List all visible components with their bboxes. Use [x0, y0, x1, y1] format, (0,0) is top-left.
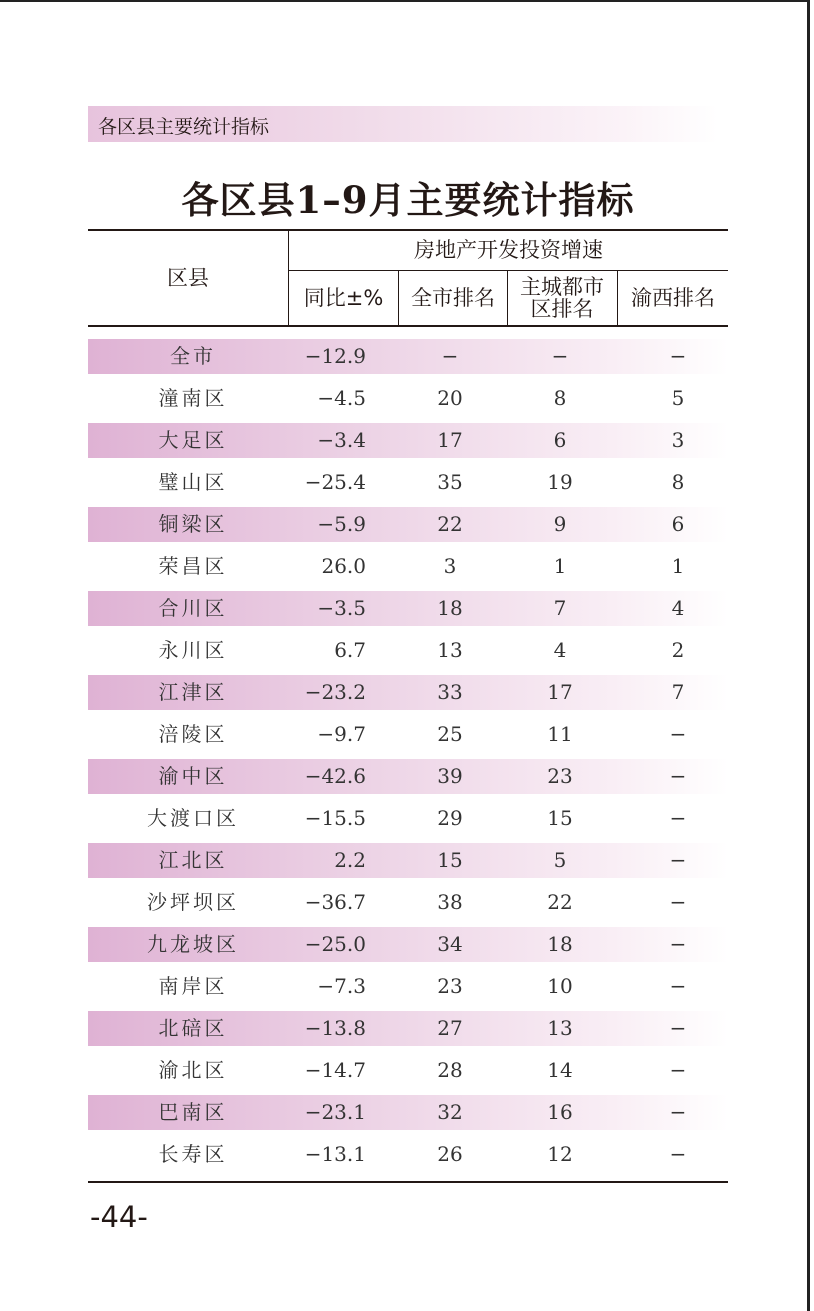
cell-yoy: −5.9 [317, 512, 366, 536]
cell-west-rank: − [669, 722, 687, 746]
cell-county: 江津区 [158, 680, 228, 704]
cell-main-rank: 8 [553, 386, 567, 410]
cell-county: 北碚区 [158, 1016, 228, 1040]
cell-main-rank: 7 [553, 596, 567, 620]
cell-city-rank: 22 [437, 512, 463, 536]
cell-main-rank: 13 [547, 1016, 573, 1040]
table-row [88, 927, 728, 962]
cell-city-rank: 18 [437, 596, 463, 620]
cell-county: 涪陵区 [158, 722, 228, 746]
table-row [88, 675, 728, 710]
cell-city-rank: 38 [437, 890, 463, 914]
table-row [88, 423, 728, 458]
cell-main-rank: 14 [547, 1058, 573, 1082]
cell-west-rank: − [669, 974, 687, 998]
header-bottom-rule [88, 325, 728, 327]
cell-county: 全市 [170, 344, 216, 368]
cell-county: 潼南区 [158, 386, 228, 410]
cell-main-rank: 12 [547, 1142, 573, 1166]
cell-yoy: −13.8 [304, 1016, 366, 1040]
cell-county: 长寿区 [158, 1142, 228, 1166]
cell-city-rank: 3 [443, 554, 457, 578]
cell-west-rank: − [669, 1142, 687, 1166]
cell-main-rank: 1 [553, 554, 567, 578]
cell-west-rank: − [669, 764, 687, 788]
cell-city-rank: 25 [437, 722, 463, 746]
cell-west-rank: − [669, 1100, 687, 1124]
table-row [88, 1011, 728, 1046]
cell-city-rank: 17 [437, 428, 463, 452]
cell-yoy: −23.1 [304, 1100, 366, 1124]
cell-city-rank: − [441, 344, 459, 368]
col-header-group: 房地产开发投资增速 [414, 238, 603, 263]
cell-yoy: −14.7 [304, 1058, 366, 1082]
cell-city-rank: 35 [437, 470, 463, 494]
cell-yoy: −23.2 [304, 680, 366, 704]
cell-yoy: −42.6 [304, 764, 366, 788]
cell-county: 巴南区 [158, 1100, 228, 1124]
table-row [88, 801, 728, 836]
page-title: 各区县1–9月主要统计指标 [181, 178, 635, 222]
cell-main-rank: 11 [547, 722, 573, 746]
cell-west-rank: − [669, 890, 687, 914]
cell-yoy: −36.7 [304, 890, 366, 914]
table-row [88, 885, 728, 920]
cell-city-rank: 34 [437, 932, 463, 956]
section-banner-label: 各区县主要统计指标 [98, 116, 270, 138]
section-banner [88, 106, 718, 142]
cell-west-rank: − [669, 932, 687, 956]
cell-yoy: −25.0 [304, 932, 366, 956]
cell-county: 大渡口区 [147, 806, 239, 830]
cell-yoy: −3.4 [317, 428, 366, 452]
col-header-west-rank: 渝西排名 [631, 285, 715, 310]
cell-main-rank: 4 [553, 638, 567, 662]
cell-city-rank: 33 [437, 680, 463, 704]
table-row [88, 843, 728, 878]
cell-main-rank: 9 [553, 512, 567, 536]
cell-county: 渝北区 [158, 1058, 228, 1082]
cell-yoy: −9.7 [317, 722, 366, 746]
table-bottom-rule [88, 1181, 728, 1183]
cell-yoy: −3.5 [317, 596, 366, 620]
cell-yoy: −13.1 [304, 1142, 366, 1166]
cell-yoy: 2.2 [334, 848, 366, 872]
cell-city-rank: 29 [437, 806, 463, 830]
cell-city-rank: 20 [437, 386, 463, 410]
cell-city-rank: 28 [437, 1058, 463, 1082]
table-row [88, 465, 728, 500]
cell-main-rank: − [551, 344, 569, 368]
cell-west-rank: − [669, 806, 687, 830]
col-header-city-rank: 全市排名 [411, 285, 495, 310]
cell-main-rank: 5 [553, 848, 567, 872]
cell-yoy: −4.5 [317, 386, 366, 410]
cell-yoy: 26.0 [321, 554, 366, 578]
cell-city-rank: 13 [437, 638, 463, 662]
table-row [88, 1053, 728, 1088]
cell-city-rank: 39 [437, 764, 463, 788]
cell-yoy: −15.5 [304, 806, 366, 830]
cell-county: 南岸区 [158, 974, 228, 998]
cell-main-rank: 18 [547, 932, 573, 956]
table-row [88, 591, 728, 626]
header-divider-city [507, 270, 508, 326]
col-header-main-rank: 主城都市区排名 [520, 274, 604, 321]
cell-yoy: −25.4 [304, 470, 366, 494]
cell-city-rank: 27 [437, 1016, 463, 1040]
cell-west-rank: − [669, 848, 687, 872]
cell-west-rank: 8 [671, 470, 685, 494]
cell-main-rank: 16 [547, 1100, 573, 1124]
table-row [88, 759, 728, 794]
cell-yoy: −7.3 [317, 974, 366, 998]
cell-county: 大足区 [158, 428, 228, 452]
table-row [88, 339, 728, 374]
cell-main-rank: 23 [547, 764, 573, 788]
cell-county: 江北区 [158, 848, 228, 872]
cell-west-rank: − [669, 344, 687, 368]
cell-west-rank: 4 [671, 596, 685, 620]
table-row [88, 549, 728, 584]
cell-yoy: 6.7 [334, 638, 366, 662]
cell-county: 永川区 [158, 638, 228, 662]
cell-west-rank: 3 [671, 428, 685, 452]
cell-west-rank: 6 [671, 512, 685, 536]
table-row [88, 507, 728, 542]
cell-main-rank: 15 [547, 806, 573, 830]
cell-county: 荣昌区 [158, 554, 228, 578]
cell-west-rank: 7 [671, 680, 685, 704]
cell-county: 沙坪坝区 [147, 890, 239, 914]
table-row [88, 1095, 728, 1130]
cell-west-rank: 2 [671, 638, 685, 662]
cell-county: 合川区 [158, 596, 228, 620]
cell-county: 九龙坡区 [147, 932, 239, 956]
cell-county: 璧山区 [158, 470, 228, 494]
cell-yoy: −12.9 [304, 344, 366, 368]
cell-west-rank: 1 [671, 554, 685, 578]
cell-west-rank: 5 [671, 386, 685, 410]
col-header-county: 区县 [167, 265, 209, 290]
cell-city-rank: 23 [437, 974, 463, 998]
cell-main-rank: 17 [547, 680, 573, 704]
cell-county: 渝中区 [158, 764, 228, 788]
cell-main-rank: 6 [553, 428, 567, 452]
table-row [88, 381, 728, 416]
table-row [88, 1137, 728, 1172]
cell-city-rank: 15 [437, 848, 463, 872]
table-row [88, 969, 728, 1004]
page-number: -44- [90, 1200, 148, 1234]
cell-main-rank: 22 [547, 890, 573, 914]
cell-county: 铜梁区 [158, 512, 228, 536]
cell-main-rank: 10 [547, 974, 573, 998]
cell-west-rank: − [669, 1058, 687, 1082]
table-row [88, 633, 728, 668]
cell-main-rank: 19 [547, 470, 573, 494]
cell-west-rank: − [669, 1016, 687, 1040]
cell-city-rank: 26 [437, 1142, 463, 1166]
cell-city-rank: 32 [437, 1100, 463, 1124]
table-row [88, 717, 728, 752]
col-header-yoy: 同比±% [303, 285, 384, 310]
